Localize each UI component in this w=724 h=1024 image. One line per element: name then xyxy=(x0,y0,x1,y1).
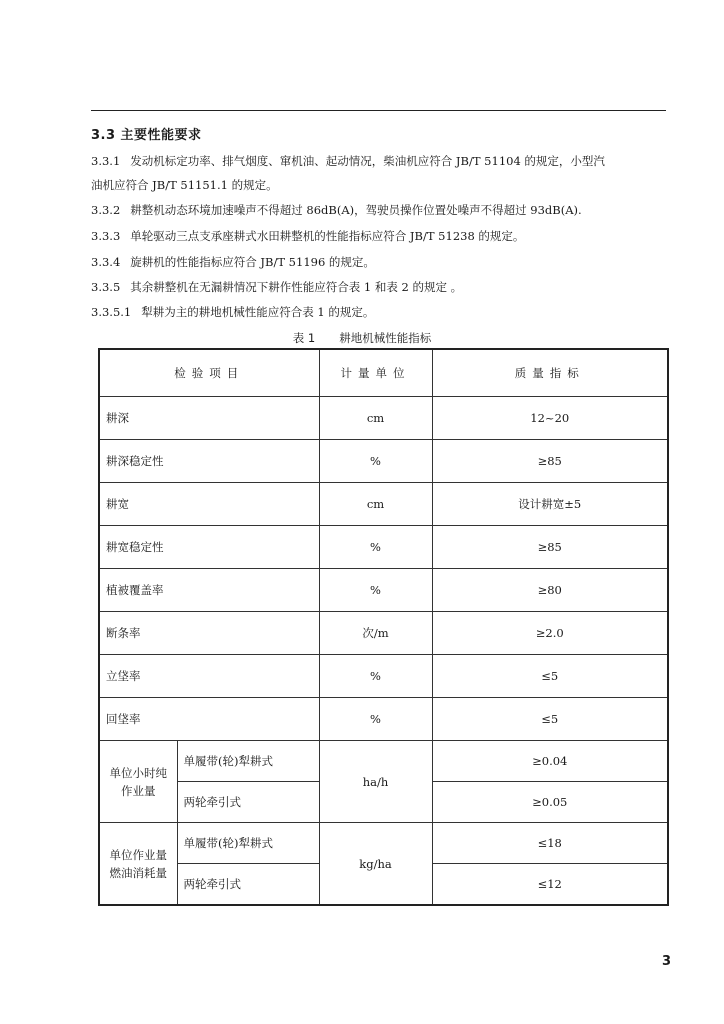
table-row xyxy=(99,698,668,741)
clause-3-3-5 xyxy=(91,276,671,298)
clause-text: 单轮驱动三点支承座耕式水田耕整机的性能指标应符合 JB/T 51238 的规定。 xyxy=(130,229,525,243)
row-unit: cm xyxy=(319,397,432,440)
clause-number: 3.3.4 xyxy=(91,255,121,269)
sub-item: 两轮牵引式 xyxy=(177,864,319,906)
row-value: 12~20 xyxy=(432,397,668,440)
header-item: 检验项目 xyxy=(99,349,319,397)
table-row xyxy=(99,483,668,526)
table-row xyxy=(99,397,668,440)
clause-number: 3.3.1 xyxy=(91,154,121,168)
group-label-line: 燃油消耗量 xyxy=(109,865,167,880)
row-unit: % xyxy=(319,440,432,483)
group-unit: kg/ha xyxy=(319,823,432,906)
clause-text: 其余耕整机在无漏耕情况下耕作性能应符合表 1 和表 2 的规定 。 xyxy=(130,280,463,294)
clause-number: 3.3.5 xyxy=(91,280,121,294)
row-unit: 次/m xyxy=(319,612,432,655)
header-unit: 计量单位 xyxy=(319,349,432,397)
row-item: 耕深稳定性 xyxy=(99,440,319,483)
group-label-line: 单位小时纯 xyxy=(109,765,167,780)
table-caption-label: 表 1 xyxy=(292,331,316,345)
row-item: 耕宽 xyxy=(99,483,319,526)
header-rule xyxy=(91,110,666,111)
group-label-hourly-output xyxy=(99,741,177,823)
sub-value: ≥0.05 xyxy=(432,782,668,823)
header-value: 质量指标 xyxy=(432,349,668,397)
row-value: ≥80 xyxy=(432,569,668,612)
row-item: 耕宽稳定性 xyxy=(99,526,319,569)
group-unit: ha/h xyxy=(319,741,432,823)
row-unit: cm xyxy=(319,483,432,526)
table-caption-title: 耕地机械性能指标 xyxy=(339,331,432,345)
row-unit: % xyxy=(319,526,432,569)
sub-value: ≥0.04 xyxy=(432,741,668,782)
clause-3-3-4 xyxy=(91,251,671,273)
clause-number: 3.3.3 xyxy=(91,229,121,243)
table-row xyxy=(99,612,668,655)
sub-item: 单履带(轮)犁耕式 xyxy=(177,741,319,782)
row-unit: % xyxy=(319,569,432,612)
row-value: ≥2.0 xyxy=(432,612,668,655)
clause-text: 油机应符合 JB/T 51151.1 的规定。 xyxy=(91,178,278,192)
table-header-row xyxy=(99,349,668,397)
performance-table xyxy=(98,348,669,906)
group-label-line: 单位作业量 xyxy=(109,847,167,862)
clause-text: 犁耕为主的耕地机械性能应符合表 1 的规定。 xyxy=(141,305,375,319)
group-label-fuel-consumption xyxy=(99,823,177,906)
table-row-group-fuel xyxy=(99,823,668,864)
row-item: 断条率 xyxy=(99,612,319,655)
row-item: 立垡率 xyxy=(99,655,319,698)
table-row xyxy=(99,569,668,612)
row-item: 回垡率 xyxy=(99,698,319,741)
clause-3-3-3 xyxy=(91,225,671,247)
group-label-line: 作业量 xyxy=(121,783,156,798)
clause-number: 3.3.5.1 xyxy=(91,305,132,319)
section-title: 3.3 主要性能要求 xyxy=(91,128,202,143)
row-unit: % xyxy=(319,655,432,698)
clause-text: 旋耕机的性能指标应符合 JB/T 51196 的规定。 xyxy=(130,255,375,269)
clause-number: 3.3.2 xyxy=(91,203,121,217)
page-number: 3 xyxy=(662,954,672,969)
clause-3-3-5-1 xyxy=(91,301,671,323)
sub-value: ≤12 xyxy=(432,864,668,906)
clause-text: 发动机标定功率、排气烟度、窜机油、起动情况，柴油机应符合 JB/T 51104 的规定，小型汽 xyxy=(130,154,605,168)
row-value: ≥85 xyxy=(432,526,668,569)
clause-3-3-2 xyxy=(91,199,671,221)
row-unit: % xyxy=(319,698,432,741)
table-caption xyxy=(0,330,724,346)
clause-text: 耕整机动态环境加速噪声不得超过 86dB(A)，驾驶员操作位置处噪声不得超过 93dB(A). xyxy=(130,203,582,217)
table-row xyxy=(99,440,668,483)
row-value: 设计耕宽±5 xyxy=(432,483,668,526)
row-value: ≤5 xyxy=(432,698,668,741)
sub-item: 两轮牵引式 xyxy=(177,782,319,823)
table-row-group-hourly xyxy=(99,741,668,782)
row-value: ≤5 xyxy=(432,655,668,698)
clause-3-3-1-cont xyxy=(91,174,671,196)
row-item: 耕深 xyxy=(99,397,319,440)
sub-value: ≤18 xyxy=(432,823,668,864)
table-row xyxy=(99,655,668,698)
row-value: ≥85 xyxy=(432,440,668,483)
table-row xyxy=(99,526,668,569)
row-item: 植被覆盖率 xyxy=(99,569,319,612)
clause-3-3-1 xyxy=(91,150,671,172)
sub-item: 单履带(轮)犁耕式 xyxy=(177,823,319,864)
